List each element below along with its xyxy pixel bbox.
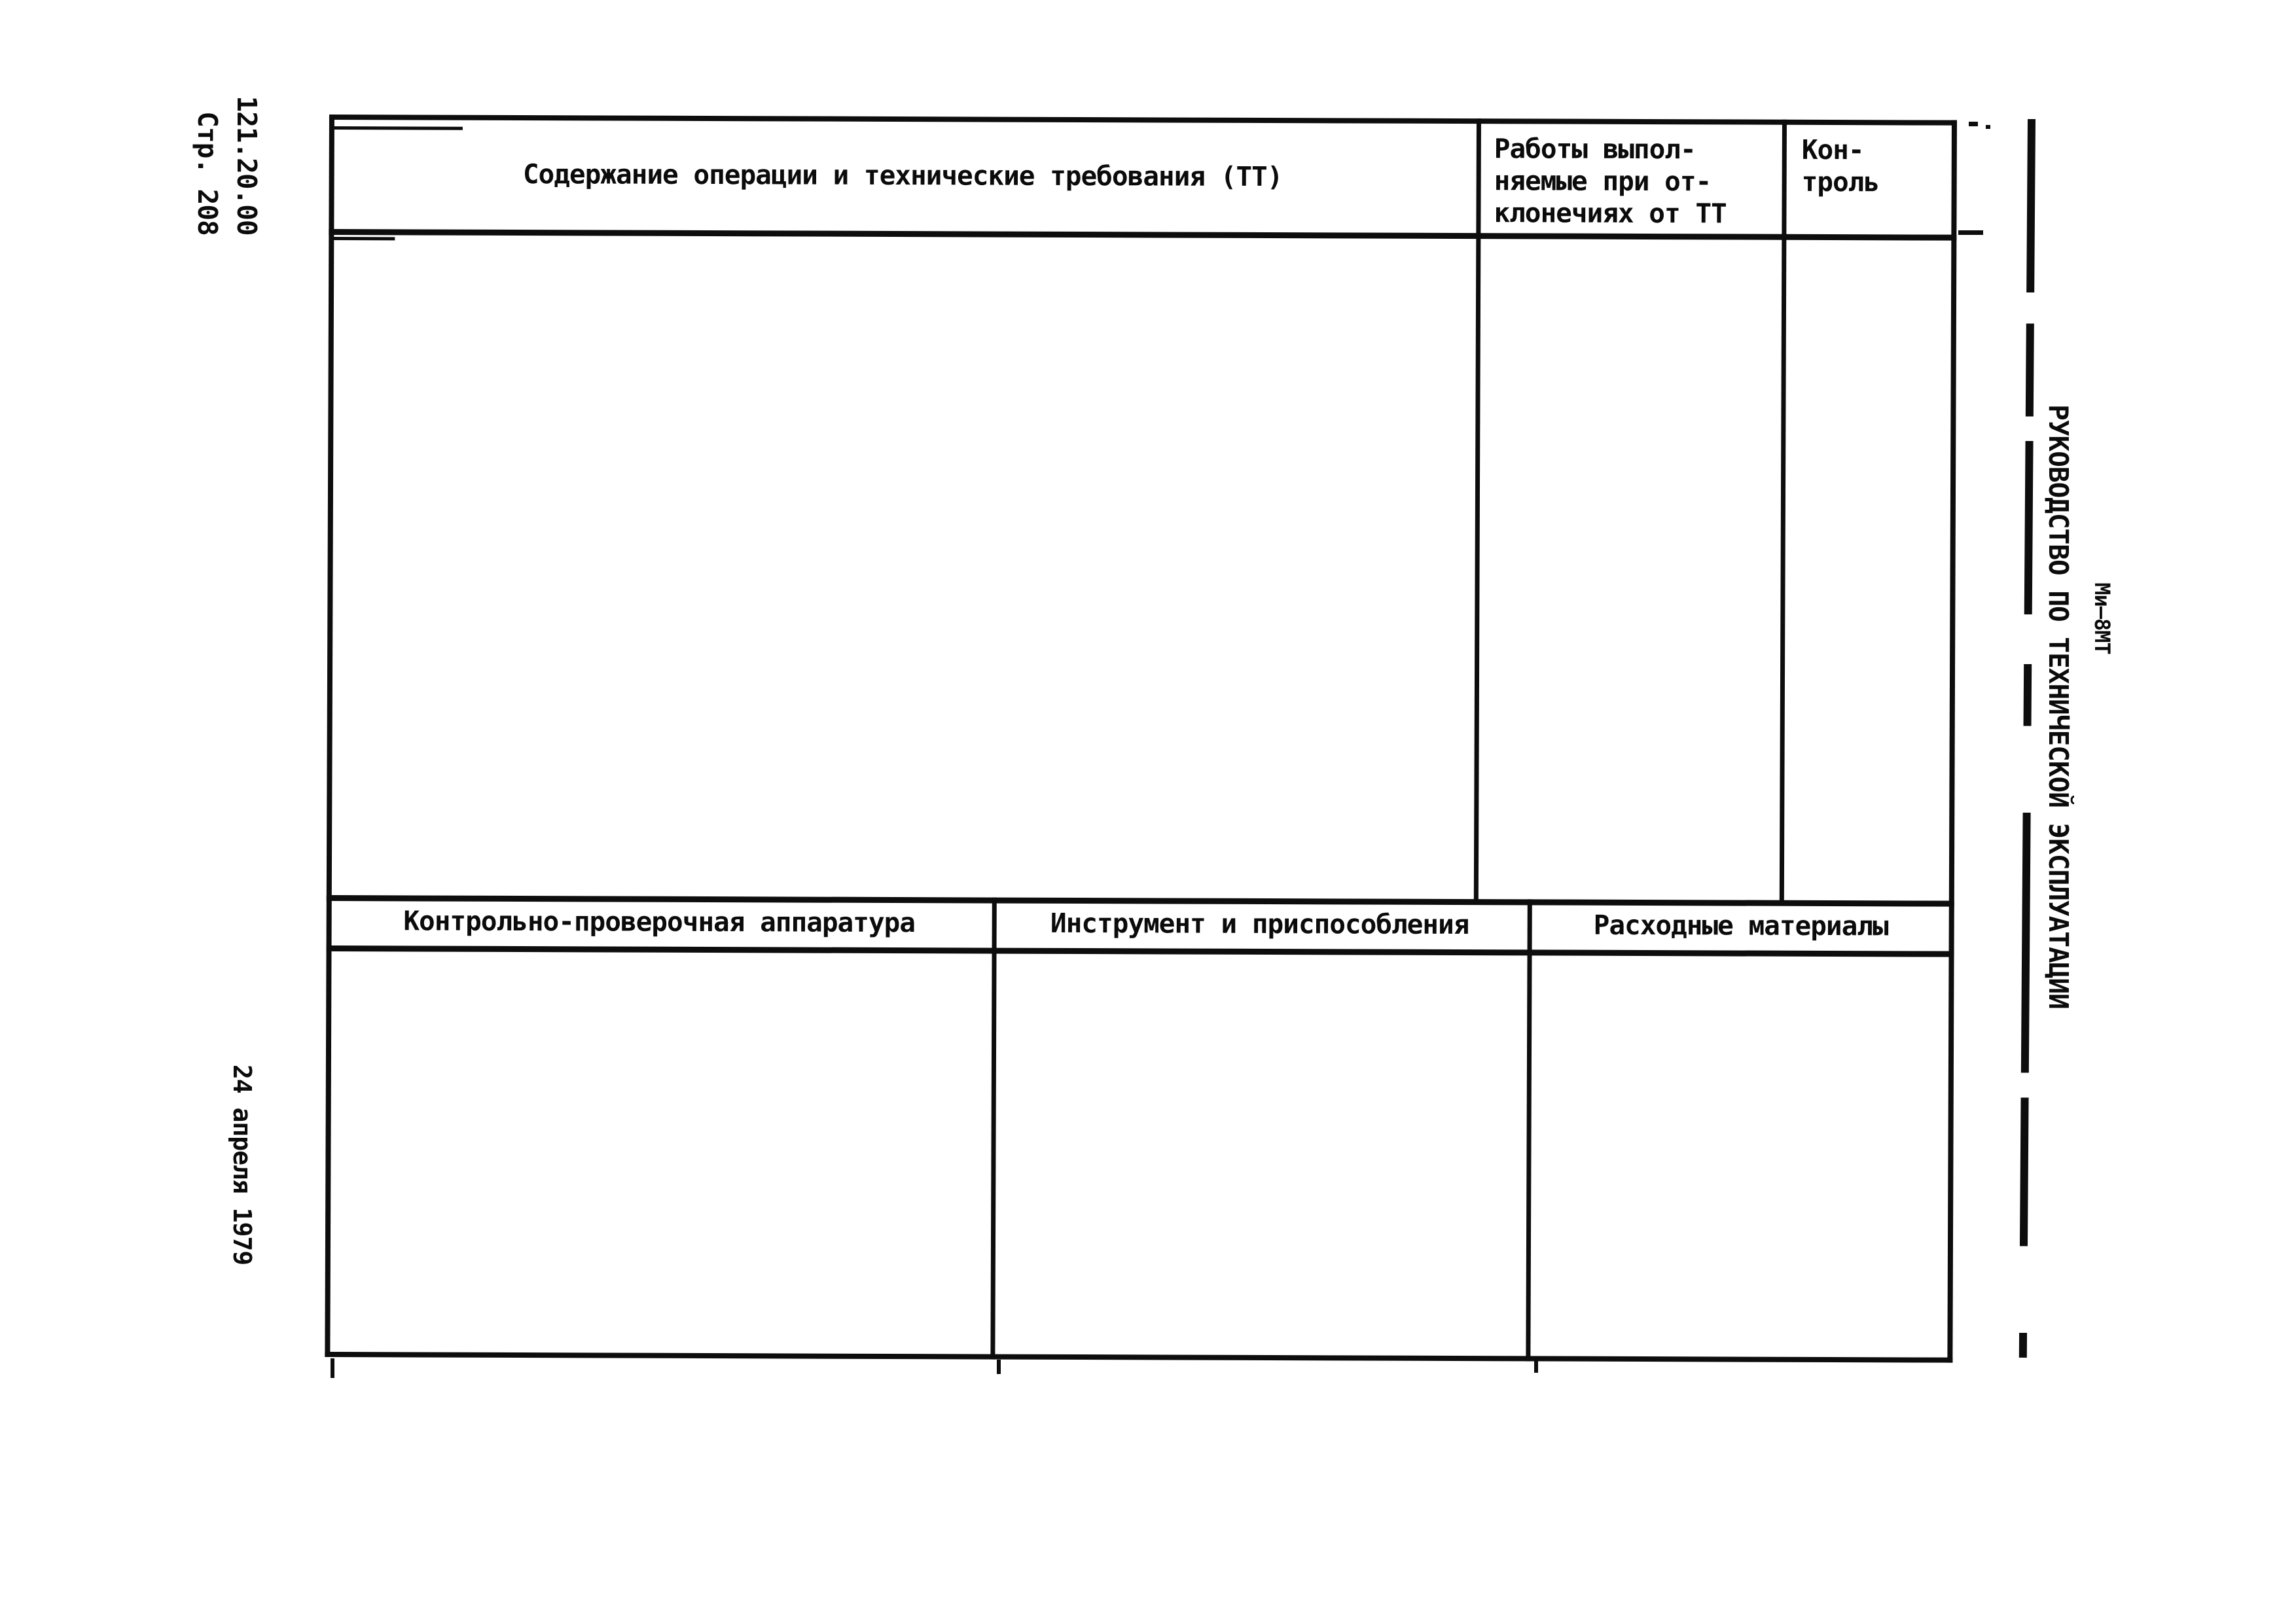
column-divider-tools bbox=[990, 898, 996, 1360]
manual-title-label: РУКОВОДСТВО ПО ТЕХНИЧЕСКОЙ ЭКСПЛУАТАЦИИ bbox=[2043, 404, 2074, 1009]
line-tail-left-border bbox=[331, 1358, 334, 1378]
test-equipment-text: Контрольно-проверочная аппаратура bbox=[403, 905, 916, 939]
header-control-line-1: Кон- bbox=[1801, 133, 1864, 166]
header-deviation-line-3: клонечиях от ТТ bbox=[1494, 197, 1727, 230]
page-number-label: Стр. 208 bbox=[192, 111, 223, 236]
maintenance-card-table bbox=[325, 115, 1957, 1363]
aircraft-model-label: Ми—8МТ bbox=[2090, 582, 2115, 654]
scan-dash-artifact bbox=[1958, 230, 1983, 235]
consumables-text: Расходные материалы bbox=[1593, 909, 1888, 942]
header-deviation-line-1: Работы выпол- bbox=[1494, 133, 1696, 166]
header-operation-contents-text: Содержание операции и технические требования (ТТ) bbox=[522, 158, 1283, 193]
header-control-line-2: троль bbox=[1801, 166, 1880, 198]
equipment-header-consumables bbox=[1528, 899, 1954, 951]
doc-code-label: 121.20.00 bbox=[231, 96, 262, 236]
line-tail-consumables-divider bbox=[1534, 1361, 1538, 1373]
table-border-left bbox=[325, 115, 334, 1357]
table-border-right bbox=[1947, 120, 1957, 1363]
header-deviation-line-2: няемые при от- bbox=[1494, 165, 1712, 198]
date-label: 24 апреля 1979 bbox=[228, 1064, 257, 1265]
table-border-bottom bbox=[325, 1352, 1952, 1363]
equipment-header-test-equipment bbox=[327, 895, 1055, 949]
header-cell-deviation-works bbox=[1494, 133, 1779, 230]
header-cell-operation-contents bbox=[329, 115, 1593, 237]
scan-doubled-line-header bbox=[332, 237, 395, 240]
header-cell-control bbox=[1802, 134, 1952, 199]
equipment-header-tools bbox=[992, 898, 1551, 951]
scan-speck-2 bbox=[1986, 125, 1990, 129]
line-tail-tools-divider bbox=[997, 1360, 1001, 1374]
scan-speck-1 bbox=[1969, 122, 1978, 126]
column-divider-consumables bbox=[1526, 899, 1532, 1361]
scan-page-edge-artifact bbox=[2019, 119, 2036, 1358]
tools-text: Инструмент и приспособления bbox=[1050, 907, 1469, 941]
